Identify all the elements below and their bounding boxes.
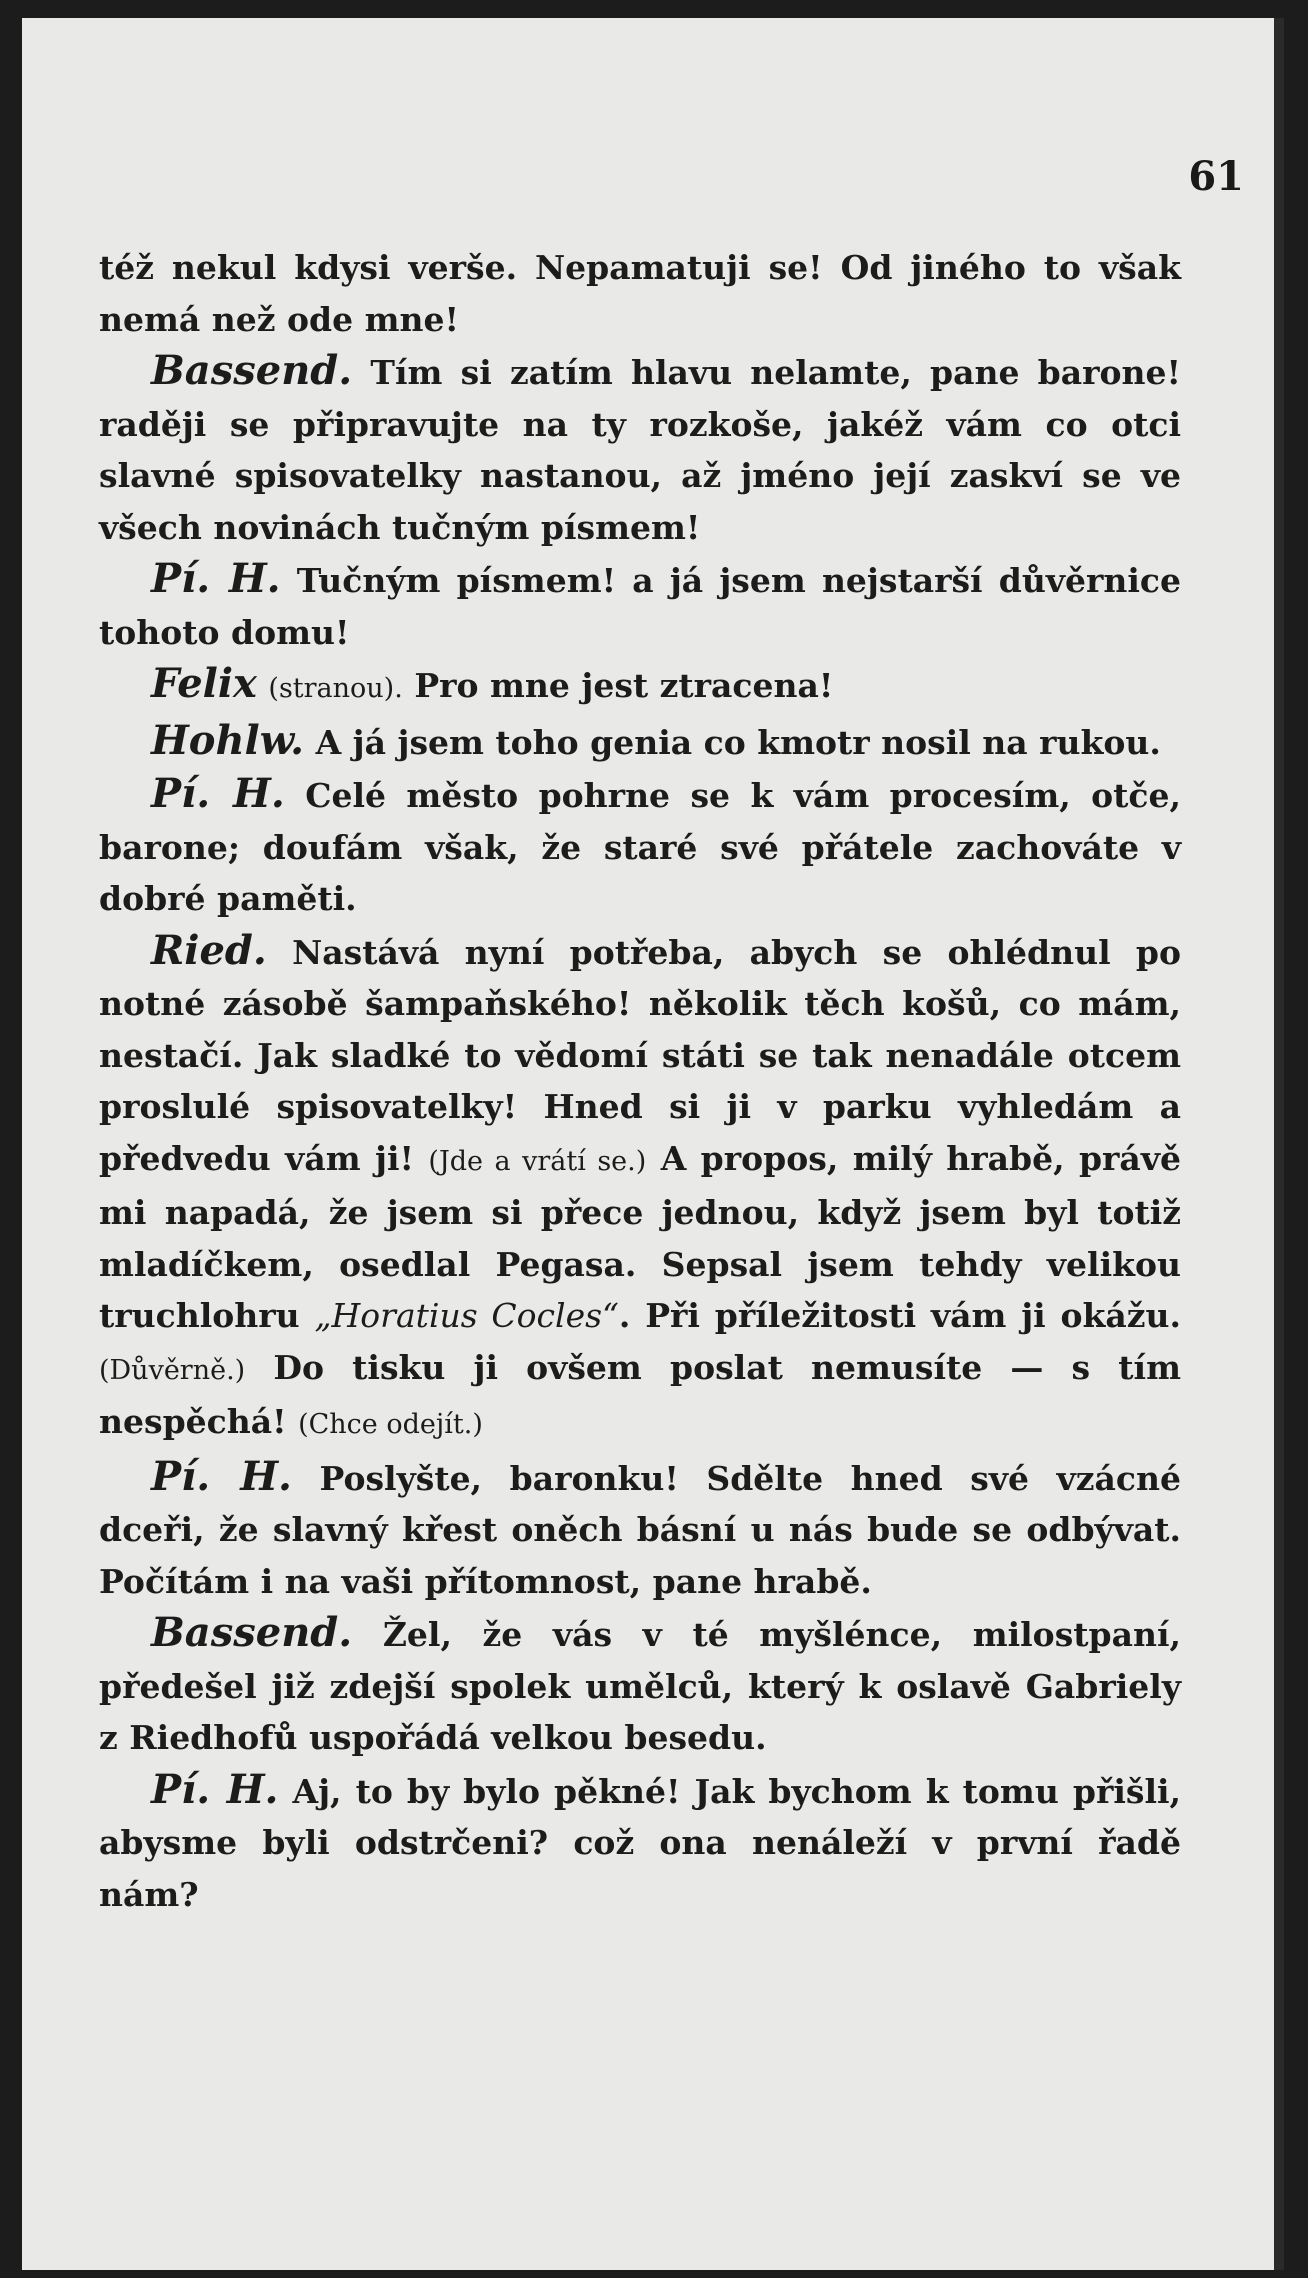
speech-text: Žel, že vás v té myšlénce, milostpaní, předešel již zdejší spolek umělců, který k oslavě Gabriely z Riedhofů uspořádá velkou besedu.: [99, 1615, 1181, 1757]
speech-pi-h: [99, 1451, 1181, 1608]
speech-text: . Při příležitosti vám ji okážu.: [618, 1296, 1181, 1335]
speech-text: A já jsem toho genia co kmotr nosil na rukou.: [315, 722, 1161, 762]
speaker-name: Bassend.: [151, 1609, 353, 1656]
speaker-name: Pí. H.: [151, 1452, 292, 1500]
speech-text: Celé město pohrne se k vám procesím, otče, barone; doufám však, že staré své přátele zachováte v dobré paměti.: [99, 776, 1181, 918]
play-title: „Horatius Cocles“: [314, 1296, 619, 1335]
speaker-name: Pí. H.: [151, 555, 281, 602]
speech-text: Pro mne jest ztracena!: [414, 666, 834, 705]
speech-text: Tučným písmem! a já jsem nejstarší důvěrnice tohoto domu!: [99, 561, 1181, 652]
speech-bassend: [99, 345, 1181, 553]
speech-hohlw: [99, 715, 1181, 769]
speech-pi-h: [99, 553, 1181, 658]
speech-text: Aj, to by bylo pěkné! Jak bychom k tomu přišli, abysme byli odstrčeni? což ona nenáleží v první řadě nám?: [99, 1771, 1182, 1914]
page-text: [99, 242, 1181, 1920]
stage-direction: (Jde a vrátí se.): [428, 1145, 647, 1177]
speech-felix: [99, 658, 1181, 715]
stage-direction: (Chce odejít.): [298, 1409, 483, 1440]
stage-direction: (stranou).: [268, 673, 403, 704]
page-number: 61: [1188, 153, 1244, 200]
paragraph-text: též nekul kdysi verše. Nepamatuji se! Od jiného to však nemá než ode mne!: [99, 248, 1181, 339]
speech-text: Tím si zatím hlavu nelamte, pane barone! raději se připravujte na ty rozkoše, jakéž vám co otci slavné spisovatelky nastanou, až jméno její zaskví se ve všech novinách tučným písmem!: [99, 353, 1182, 547]
speech-text: A propos, milý hrabě, právě mi napadá, že jsem si přece jednou, když jsem byl totiž mladíčkem, osedlal Pegasa. Sepsal jsem tehdy velikou truchlohru: [99, 1138, 1181, 1335]
speaker-name: Hohlw.: [151, 716, 305, 764]
book-page: [22, 18, 1284, 2270]
speaker-name: Ried.: [151, 926, 267, 974]
speech-bassend: [99, 1607, 1181, 1764]
speaker-name: Pí. H.: [151, 770, 285, 817]
speech-text: Poslyšte, baronku! Sdělte hned své vzácné dceři, že slavný křest oněch básní u nás bude se odbývat. Počítám i na vaši přítomnost, pane hrabě.: [99, 1458, 1181, 1601]
speech-text: Do tisku ji ovšem poslat nemusíte — s tím nespěchá!: [99, 1347, 1181, 1441]
speaker-name: Pí. H.: [151, 1765, 279, 1813]
paragraph-continuation: [99, 242, 1181, 345]
speaker-name: Felix: [151, 660, 257, 707]
speech-pi-h: [99, 768, 1181, 925]
speech-ried: [99, 925, 1181, 1451]
speech-text: Nastává nyní potřeba, abych se ohlédnul po notné zásobě šampaňského! několik těch košů, co mám, nestačí. Jak sladké to vědomí státi se tak nenadále otcem proslulé spisovatelky! Hned si ji v parku vyhledám a předvedu vám ji!: [99, 932, 1181, 1178]
speech-pi-h: [99, 1764, 1181, 1921]
speaker-name: Bassend.: [151, 347, 353, 394]
stage-direction: (Důvěrně.): [99, 1354, 246, 1386]
